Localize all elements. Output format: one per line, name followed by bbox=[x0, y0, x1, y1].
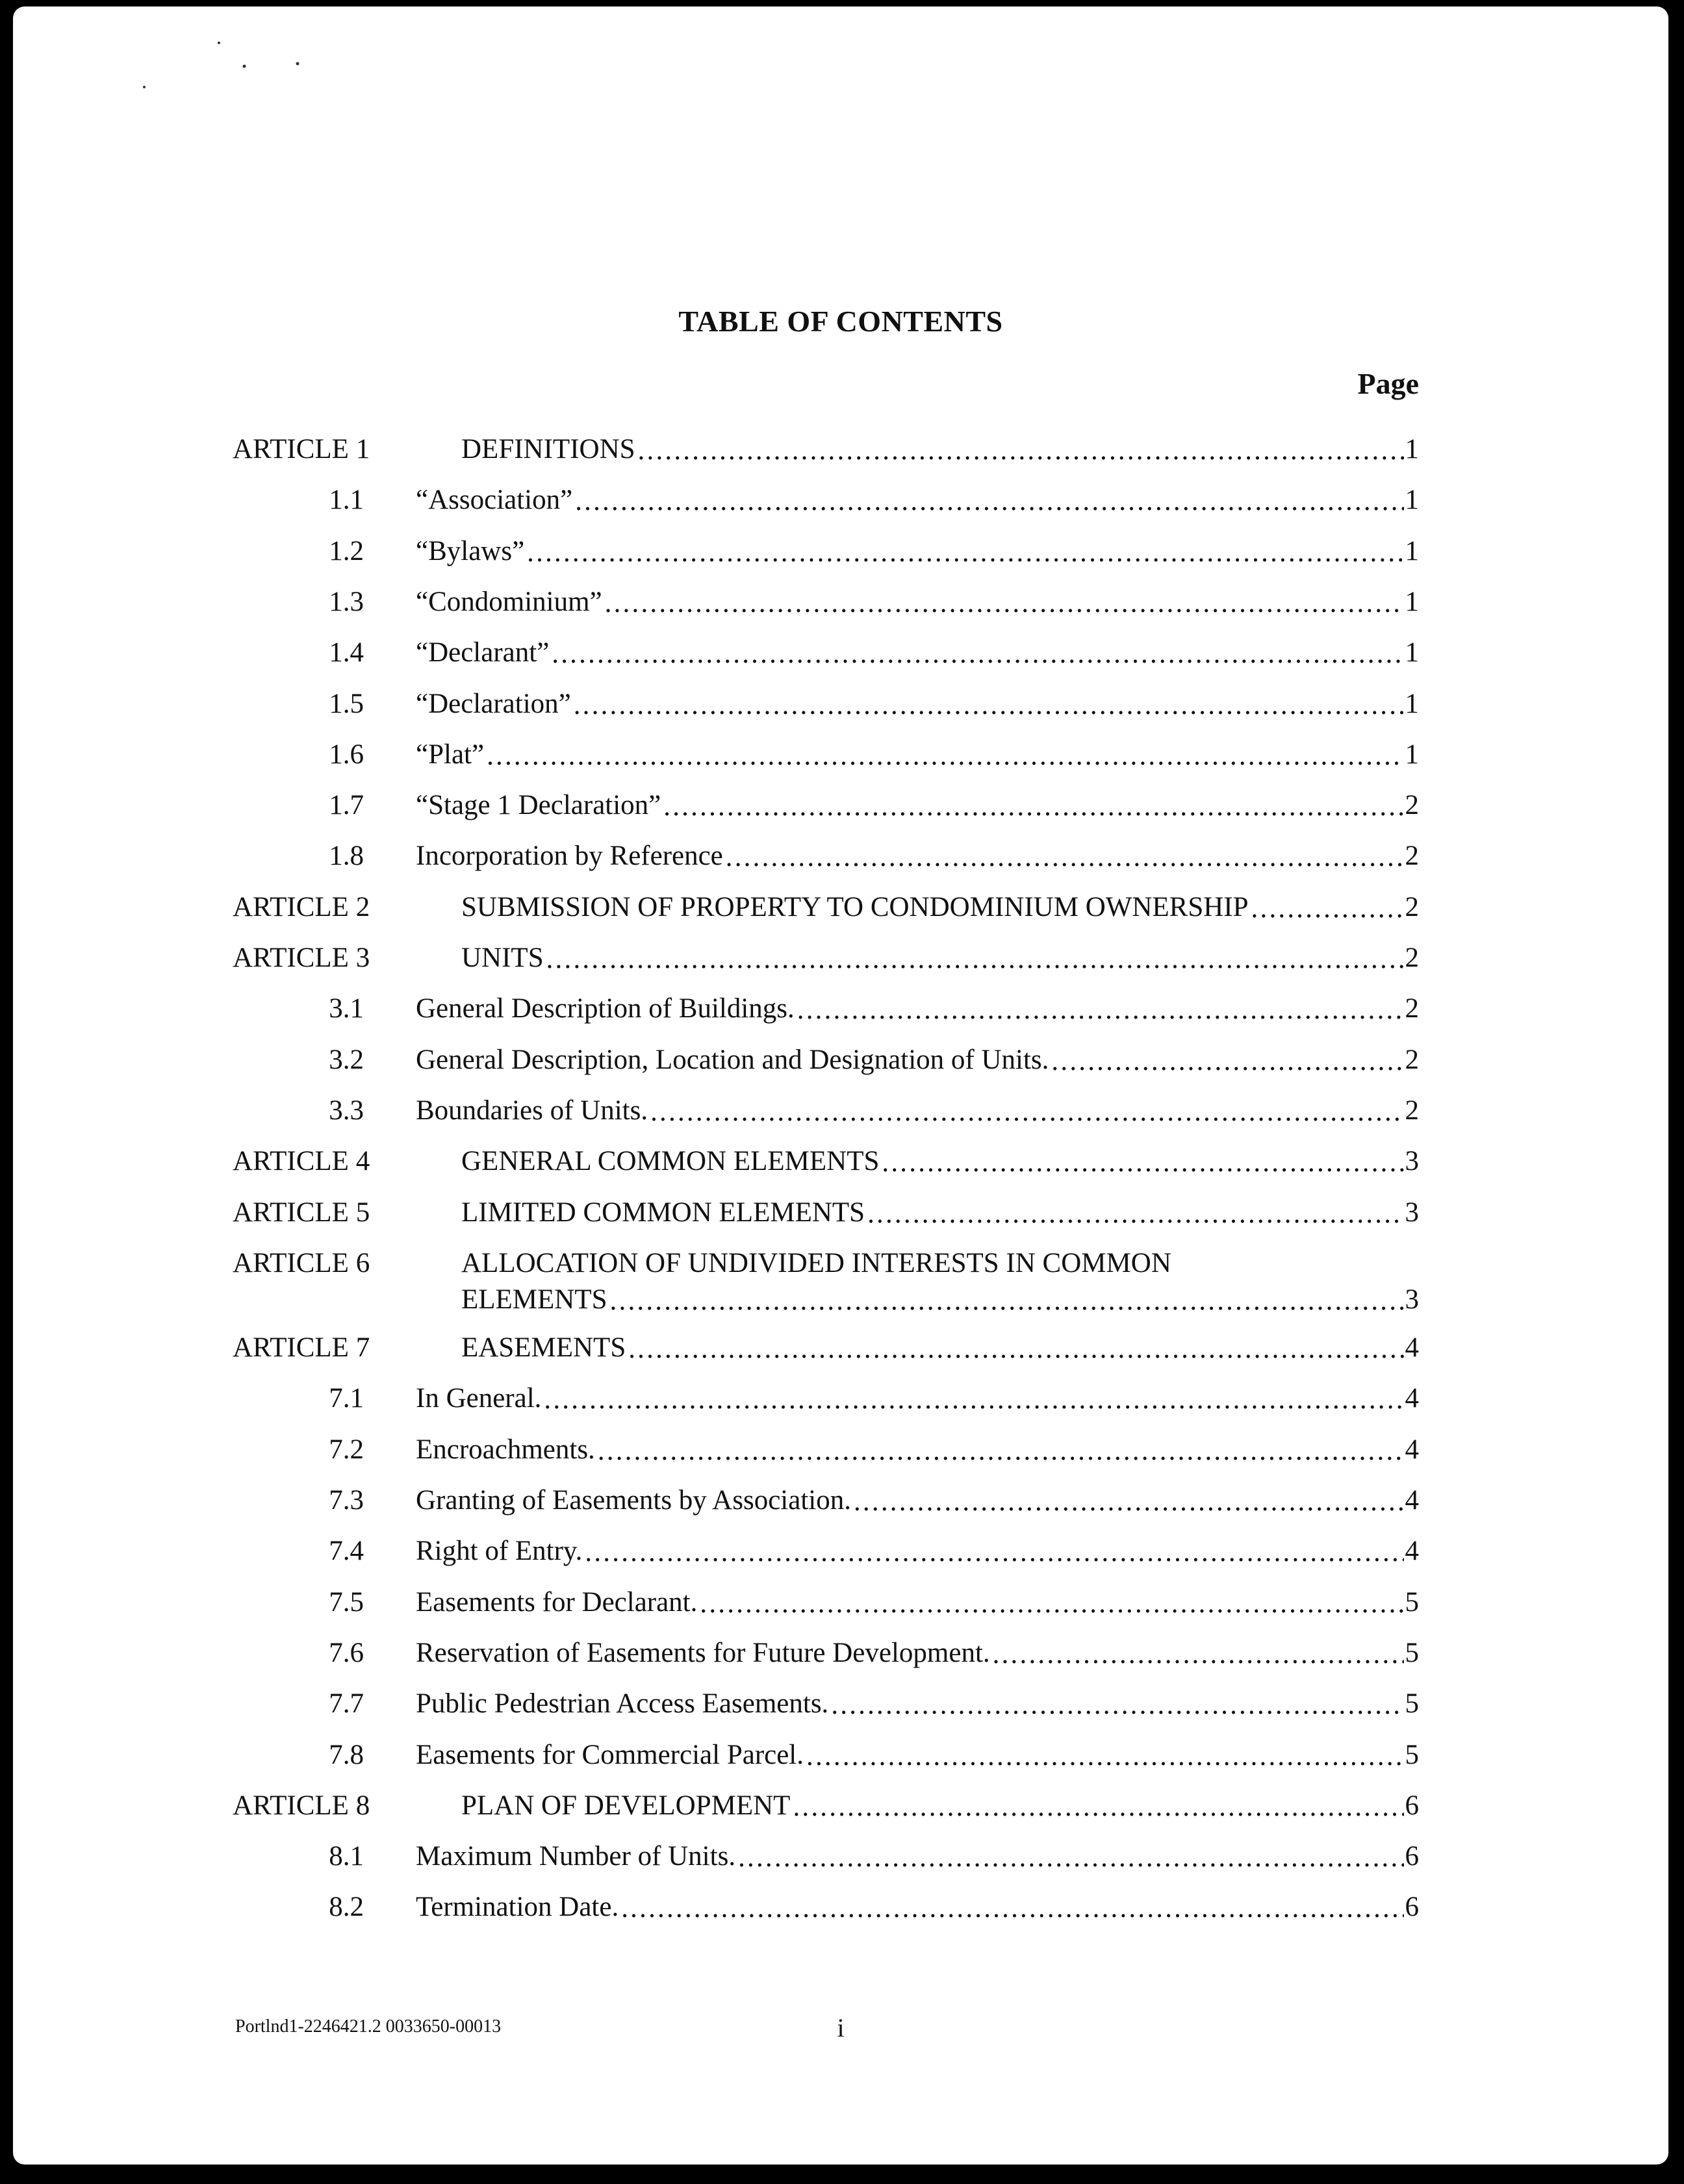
toc-article-row bbox=[13, 1330, 1668, 1366]
entry-label: Reservation of Easements for Future Development. bbox=[416, 1637, 990, 1668]
dot-leader bbox=[854, 1484, 1404, 1512]
entry-page-number: 2 bbox=[1405, 841, 1419, 872]
toc-entry bbox=[416, 482, 1419, 518]
toc-entry bbox=[461, 889, 1419, 926]
toc-article-row bbox=[13, 889, 1668, 926]
toc-entry bbox=[416, 838, 1419, 874]
article-number: ARTICLE 2 bbox=[233, 891, 370, 922]
section-number: 7.7 bbox=[329, 1688, 364, 1720]
toc-entry bbox=[461, 1282, 1419, 1318]
toc-section-row bbox=[13, 533, 1668, 570]
footer-page-number: i bbox=[837, 2013, 845, 2042]
entry-page-number: 1 bbox=[1405, 688, 1419, 719]
entry-page-number: 6 bbox=[1405, 1790, 1419, 1821]
entry-page-number: 2 bbox=[1405, 790, 1419, 821]
entry-page-number: 2 bbox=[1405, 993, 1419, 1024]
entry-label: Maximum Number of Units. bbox=[416, 1841, 736, 1872]
entry-label: “Plat” bbox=[416, 739, 485, 770]
section-number: 8.2 bbox=[329, 1892, 364, 1923]
dot-leader bbox=[575, 483, 1403, 512]
section-number: 1.2 bbox=[329, 535, 364, 566]
toc-entry bbox=[416, 533, 1419, 570]
entry-label-line1: ALLOCATION OF UNDIVIDED INTERESTS IN COMMON bbox=[461, 1247, 1171, 1278]
toc-entry bbox=[416, 787, 1419, 824]
entry-label: Termination Date. bbox=[416, 1892, 619, 1923]
entry-page-number: 4 bbox=[1405, 1536, 1419, 1567]
entry-page-number: 2 bbox=[1405, 1095, 1419, 1126]
dot-leader bbox=[831, 1687, 1403, 1716]
section-number: 1.1 bbox=[329, 485, 364, 516]
entry-page-number: 1 bbox=[1405, 485, 1419, 516]
section-number: 1.6 bbox=[329, 739, 364, 770]
toc-entry bbox=[416, 584, 1419, 620]
dot-leader bbox=[993, 1636, 1404, 1665]
toc-section-row bbox=[13, 482, 1668, 518]
dot-leader bbox=[621, 1890, 1403, 1919]
dot-leader bbox=[487, 738, 1403, 767]
entry-page-number: 5 bbox=[1405, 1586, 1419, 1618]
entry-page-number: 4 bbox=[1405, 1485, 1419, 1516]
article-number: ARTICLE 8 bbox=[233, 1790, 370, 1821]
toc-entry bbox=[416, 1432, 1419, 1468]
entry-page-number: 1 bbox=[1405, 637, 1419, 668]
entry-label: In General. bbox=[416, 1383, 542, 1414]
toc-article-row bbox=[13, 1788, 1668, 1824]
toc-section-row bbox=[13, 584, 1668, 620]
toc-section-row bbox=[13, 1042, 1668, 1078]
dot-leader bbox=[585, 1534, 1403, 1563]
entry-label: Right of Entry. bbox=[416, 1536, 583, 1567]
toc-section-row bbox=[13, 1686, 1668, 1722]
toc-entry bbox=[416, 1737, 1419, 1773]
entry-label: ELEMENTS bbox=[461, 1284, 607, 1315]
dot-leader bbox=[700, 1586, 1403, 1614]
page-column-heading: Page bbox=[1357, 367, 1419, 400]
toc-section-row bbox=[13, 1482, 1668, 1519]
toc-article-row bbox=[13, 1195, 1668, 1231]
section-number: 1.7 bbox=[329, 790, 364, 821]
dot-leader bbox=[628, 1331, 1403, 1360]
toc-entry bbox=[461, 1195, 1419, 1231]
toc-article-row bbox=[13, 431, 1668, 468]
entry-page-number: 1 bbox=[1405, 535, 1419, 566]
toc-entry bbox=[461, 431, 1419, 468]
dot-leader bbox=[552, 636, 1403, 665]
toc-entry bbox=[416, 635, 1419, 671]
entry-page-number: 3 bbox=[1405, 1197, 1419, 1228]
dot-leader bbox=[638, 433, 1404, 461]
section-number: 1.3 bbox=[329, 586, 364, 617]
entry-label: “Stage 1 Declaration” bbox=[416, 790, 661, 821]
entry-label: GENERAL COMMON ELEMENTS bbox=[461, 1146, 880, 1177]
entry-label: “Declarant” bbox=[416, 637, 550, 668]
toc-section-row bbox=[13, 635, 1668, 671]
entry-page-number: 1 bbox=[1405, 434, 1419, 464]
toc-section-row bbox=[13, 1432, 1668, 1468]
section-number: 3.3 bbox=[329, 1095, 364, 1126]
section-number: 7.5 bbox=[329, 1586, 364, 1618]
section-number: 7.3 bbox=[329, 1485, 364, 1516]
dot-leader bbox=[1251, 891, 1404, 919]
entry-label: PLAN OF DEVELOPMENT bbox=[461, 1790, 791, 1821]
toc-entry bbox=[416, 1584, 1419, 1621]
entry-label: EASEMENTS bbox=[461, 1332, 626, 1364]
section-number: 8.1 bbox=[329, 1841, 364, 1872]
entry-label: Public Pedestrian Access Easements. bbox=[416, 1688, 829, 1720]
entry-page-number: 4 bbox=[1405, 1332, 1419, 1364]
dot-leader bbox=[546, 941, 1404, 970]
entry-label: General Description of Buildings. bbox=[416, 993, 795, 1024]
article-number: ARTICLE 4 bbox=[233, 1146, 370, 1177]
entry-page-number: 1 bbox=[1405, 586, 1419, 617]
section-number: 3.1 bbox=[329, 993, 364, 1024]
toc-section-row bbox=[13, 1584, 1668, 1621]
article-number: ARTICLE 6 bbox=[233, 1247, 370, 1278]
toc-section-row bbox=[13, 1533, 1668, 1569]
entry-label: Boundaries of Units. bbox=[416, 1095, 648, 1126]
toc-list bbox=[13, 6, 1668, 2165]
entry-page-number: 4 bbox=[1405, 1383, 1419, 1414]
dot-leader bbox=[527, 535, 1403, 563]
entry-page-number: 5 bbox=[1405, 1688, 1419, 1720]
section-number: 1.4 bbox=[329, 637, 364, 668]
entry-label: Easements for Declarant. bbox=[416, 1586, 698, 1618]
section-number: 7.6 bbox=[329, 1637, 364, 1668]
section-number: 1.8 bbox=[329, 841, 364, 872]
dot-leader bbox=[663, 789, 1403, 817]
toc-entry bbox=[416, 1838, 1419, 1875]
toc-entry bbox=[416, 1686, 1419, 1722]
toc-section-row bbox=[13, 787, 1668, 824]
entry-label: “Bylaws” bbox=[416, 535, 525, 566]
entry-page-number: 3 bbox=[1405, 1146, 1419, 1177]
toc-entry bbox=[461, 1788, 1419, 1824]
toc-article-row bbox=[13, 940, 1668, 976]
toc-entry bbox=[416, 1380, 1419, 1417]
toc-section-row bbox=[13, 991, 1668, 1027]
entry-page-number: 6 bbox=[1405, 1841, 1419, 1872]
toc-section-row bbox=[13, 686, 1668, 722]
toc-entry bbox=[461, 1330, 1419, 1366]
toc-section-row bbox=[13, 838, 1668, 874]
entry-label: Easements for Commercial Parcel. bbox=[416, 1739, 804, 1770]
dot-leader bbox=[806, 1738, 1403, 1767]
dot-leader bbox=[605, 585, 1404, 614]
entry-page-number: 4 bbox=[1405, 1434, 1419, 1465]
dot-leader bbox=[610, 1283, 1404, 1312]
toc-section-row bbox=[13, 1889, 1668, 1925]
article-number: ARTICLE 5 bbox=[233, 1197, 370, 1228]
entry-page-number: 2 bbox=[1405, 943, 1419, 973]
section-number: 3.2 bbox=[329, 1044, 364, 1075]
dot-leader bbox=[650, 1094, 1403, 1123]
toc-section-row bbox=[13, 1737, 1668, 1773]
entry-page-number: 5 bbox=[1405, 1637, 1419, 1668]
toc-entry bbox=[416, 1889, 1419, 1925]
toc-entry bbox=[416, 991, 1419, 1027]
dot-leader bbox=[726, 839, 1404, 868]
dot-leader bbox=[1051, 1043, 1403, 1072]
section-number: 7.4 bbox=[329, 1536, 364, 1567]
article-number: ARTICLE 7 bbox=[233, 1332, 370, 1364]
entry-label: “Declaration” bbox=[416, 688, 571, 719]
toc-section-row bbox=[13, 1635, 1668, 1671]
toc-entry bbox=[461, 1143, 1419, 1180]
dot-leader bbox=[738, 1840, 1403, 1868]
toc-section-row bbox=[13, 1380, 1668, 1417]
document-footer-id: Portlnd1-2246421.2 0033650-00013 bbox=[235, 2016, 502, 2037]
entry-page-number: 3 bbox=[1405, 1284, 1419, 1315]
entry-page-number: 5 bbox=[1405, 1739, 1419, 1770]
toc-entry bbox=[416, 686, 1419, 722]
entry-label: UNITS bbox=[461, 943, 544, 973]
toc-entry bbox=[416, 1482, 1419, 1519]
entry-page-number: 1 bbox=[1405, 739, 1419, 770]
toc-entry bbox=[416, 1093, 1419, 1129]
dot-leader bbox=[574, 687, 1404, 716]
entry-page-number: 2 bbox=[1405, 1044, 1419, 1075]
dot-leader bbox=[867, 1196, 1403, 1225]
entry-page-number: 2 bbox=[1405, 891, 1419, 922]
entry-label: Encroachments. bbox=[416, 1434, 595, 1465]
dot-leader bbox=[598, 1433, 1404, 1462]
dot-leader bbox=[797, 992, 1404, 1021]
toc-article-row bbox=[13, 1245, 1668, 1318]
entry-label: Incorporation by Reference bbox=[416, 841, 723, 872]
dot-leader bbox=[882, 1145, 1403, 1173]
entry-page-number: 6 bbox=[1405, 1892, 1419, 1923]
toc-section-row bbox=[13, 1093, 1668, 1129]
toc-entry bbox=[461, 940, 1419, 976]
section-number: 7.2 bbox=[329, 1434, 364, 1465]
toc-section-row bbox=[13, 1838, 1668, 1875]
section-number: 1.5 bbox=[329, 688, 364, 719]
section-number: 7.1 bbox=[329, 1383, 364, 1414]
entry-label: DEFINITIONS bbox=[461, 434, 635, 464]
entry-label: SUBMISSION OF PROPERTY TO CONDOMINIUM OWNERSHIP bbox=[461, 891, 1249, 922]
dot-leader bbox=[544, 1382, 1403, 1410]
toc-title: TABLE OF CONTENTS bbox=[678, 305, 1003, 338]
article-number: ARTICLE 1 bbox=[233, 434, 370, 464]
toc-entry bbox=[416, 1635, 1419, 1671]
toc-article-row bbox=[13, 1143, 1668, 1180]
toc-entry bbox=[416, 1042, 1419, 1078]
toc-section-row bbox=[13, 737, 1668, 773]
article-number: ARTICLE 3 bbox=[233, 943, 370, 973]
entry-label: “Association” bbox=[416, 485, 573, 516]
entry-label: LIMITED COMMON ELEMENTS bbox=[461, 1197, 865, 1228]
document-page bbox=[13, 6, 1668, 2165]
entry-label: Granting of Easements by Association. bbox=[416, 1485, 851, 1516]
section-number: 7.8 bbox=[329, 1739, 364, 1770]
entry-label: General Description, Location and Designation of Units. bbox=[416, 1044, 1049, 1075]
toc-entry bbox=[416, 737, 1419, 773]
toc-entry bbox=[416, 1533, 1419, 1569]
entry-label: “Condominium” bbox=[416, 586, 602, 617]
dot-leader bbox=[793, 1789, 1403, 1818]
